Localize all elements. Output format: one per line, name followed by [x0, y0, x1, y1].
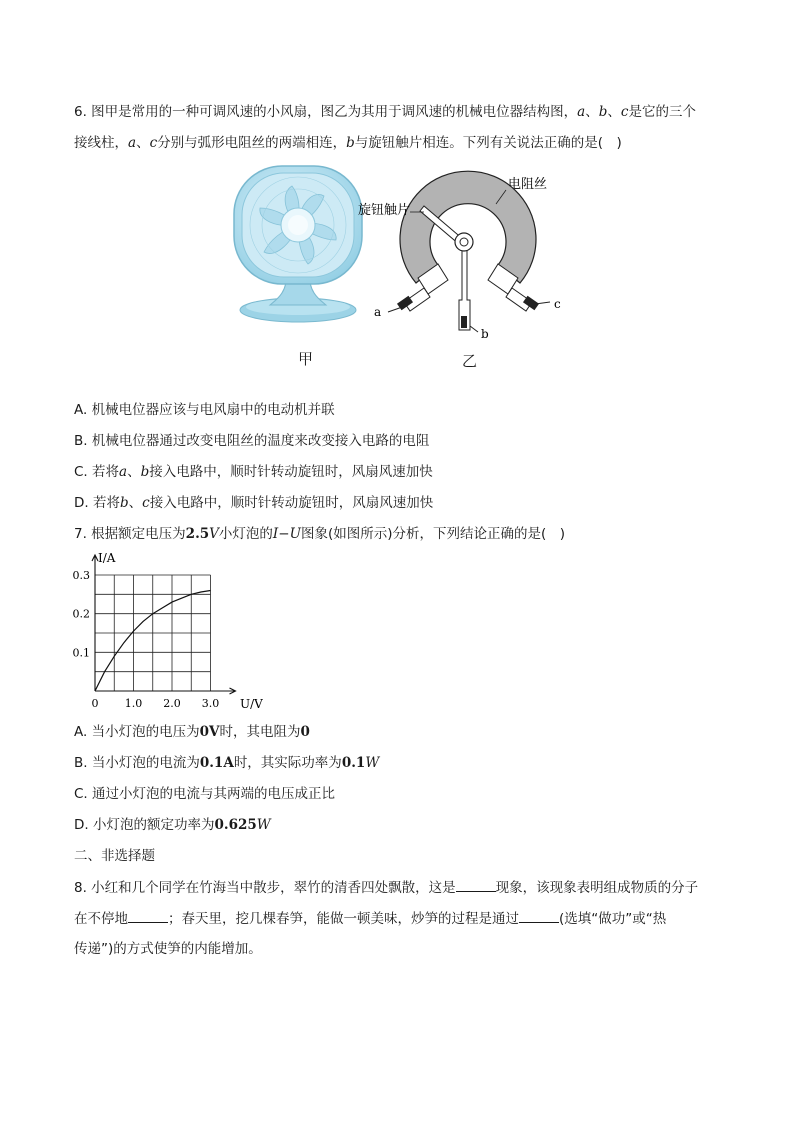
q6-option-c [74, 462, 433, 482]
q6-var-c: c [620, 104, 629, 120]
q8-blank-2[interactable] [128, 908, 168, 923]
q6-option-b: B. 机械电位器通过改变电阻丝的温度来改变接入电路的电阻 [74, 433, 430, 449]
q6-option-a: A. 机械电位器应该与电风扇中的电动机并联 [74, 402, 335, 418]
q6-sep: 、 [127, 464, 141, 480]
q7-option-d [74, 815, 271, 835]
q6-var-b: b [119, 495, 129, 511]
q6-stem-line2 [74, 133, 622, 153]
q6-text: 是它的三个 [628, 104, 696, 120]
q6-var-a: a [119, 464, 128, 480]
q7-option-b [74, 753, 379, 773]
q8-text: (选填“做功”或“热 [559, 911, 667, 927]
q8-line1 [74, 877, 698, 898]
chart-grid [95, 575, 211, 691]
iu-chart [60, 548, 263, 718]
q8-blank-3[interactable] [519, 908, 559, 923]
q7-text: A. 当小灯泡的电压为 [74, 724, 200, 740]
q7-value: 2.5 [185, 526, 210, 542]
q7-text: 时，其电阻为 [219, 724, 301, 740]
q6-var-a: a [577, 104, 586, 120]
section-title: 二、非选择题 [74, 848, 155, 864]
q8-line2 [74, 908, 666, 929]
q8-blank-1[interactable] [456, 877, 496, 892]
q6-text: C. 若将 [74, 464, 120, 480]
q7-option-c: C. 通过小灯泡的电流与其两端的电压成正比 [74, 786, 336, 802]
q8-text: 在不停地 [74, 911, 128, 927]
q8-text: 现象，该现象表明组成物质的分子 [495, 880, 699, 896]
q7-text: D. 小灯泡的额定功率为 [74, 817, 215, 833]
q7-text: 时，其实际功率为 [233, 755, 342, 771]
label-knob: 旋钮触片 [358, 203, 411, 218]
q8-text: ；春天里，挖几棵春笋，能做一顿美味，炒笋的过程是通过 [168, 911, 519, 927]
chart-axes [92, 555, 236, 694]
q6-var-b: b [140, 464, 150, 480]
q7-unit: W [365, 755, 380, 771]
q6-sep: 、 [607, 104, 621, 120]
chart-x-tick: 1.0 [124, 697, 143, 710]
q7-option-a [74, 722, 310, 742]
q6-text: 与旋钮触片相连。下列有关说法正确的是( ) [354, 135, 622, 151]
label-terminal-b: b [481, 327, 489, 341]
q6-var-b: b [346, 135, 355, 151]
caption-jia: 甲 [298, 350, 314, 368]
q6-text: D. 若将 [74, 495, 120, 511]
chart-y-tick: 0.1 [72, 646, 90, 660]
q7-iu: I−U [272, 526, 301, 542]
chart-xlabel: U/V [240, 697, 263, 711]
chart-x-tick: 2.0 [163, 697, 181, 710]
fan-figure [228, 162, 368, 327]
q6-text: 分别与弧形电阻丝的两端相连， [157, 135, 347, 151]
chart-y-tick: 0.3 [72, 569, 90, 582]
q6-sep: 、 [136, 135, 150, 151]
q6-sep: 、 [585, 104, 599, 120]
q6-var-c: c [149, 135, 158, 151]
q7-text: 7. 根据额定电压为 [74, 526, 186, 542]
q7-unit: V [209, 526, 219, 542]
q6-text: 接入电路中，顺时针转动旋钮时，风扇风速加快 [149, 495, 434, 511]
chart-y-tick: 0.2 [72, 607, 90, 621]
label-resistor: 电阻丝 [508, 177, 548, 192]
chart-x-tick: 0 [91, 697, 99, 710]
q6-var-a: a [128, 135, 137, 151]
q7-value: 0.1 [341, 755, 366, 771]
label-terminal-a: a [374, 305, 382, 319]
q6-text: 接入电路中，顺时针转动旋钮时，风扇风速加快 [149, 464, 433, 480]
q7-value: 0.625 [214, 817, 257, 833]
q7-unit: W [256, 817, 271, 833]
chart-ylabel: I/A [98, 551, 116, 565]
q6-text: 6. 图甲是常用的一种可调风速的小风扇，图乙为其用于调风速的机械电位器结构图， [74, 104, 578, 120]
q6-var-c: c [142, 495, 150, 511]
label-terminal-c: c [554, 297, 561, 311]
q6-var-b: b [598, 104, 608, 120]
caption-yi: 乙 [462, 352, 478, 370]
q6-sep: 、 [128, 495, 143, 511]
chart-y-axis [92, 555, 98, 691]
q7-text: 图象(如图所示)分析，下列结论正确的是( ) [300, 526, 566, 542]
q6-stem-line1 [74, 102, 696, 122]
q7-value: 0.1A [199, 755, 234, 771]
q7-text: 小灯泡的 [218, 526, 273, 542]
q7-value: 0 [300, 724, 310, 740]
chart-x-axis [95, 688, 236, 694]
q6-text: 接线柱， [74, 135, 128, 151]
q8-text: 8. 小红和几个同学在竹海当中散步，翠竹的清香四处飘散，这是 [74, 880, 456, 896]
potentiometer-figure [358, 170, 568, 341]
q8-line3: 传递”)的方式使笋的内能增加。 [74, 941, 262, 957]
chart-x-tick: 3.0 [201, 697, 220, 710]
q7-value: 0V [199, 724, 220, 740]
q6-option-d [74, 493, 433, 513]
q7-stem [74, 524, 565, 544]
q7-text: B. 当小灯泡的电流为 [74, 755, 200, 771]
